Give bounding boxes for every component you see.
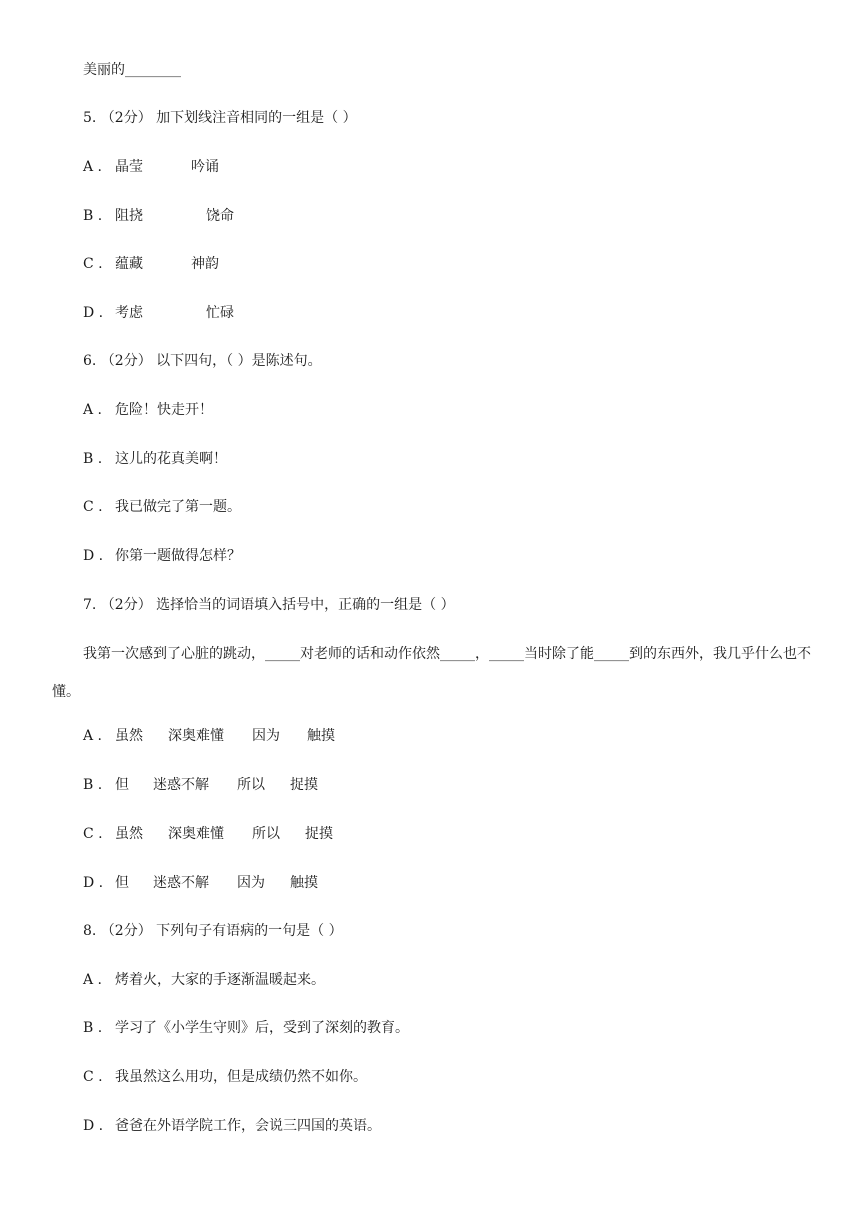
option-word: 所以 xyxy=(252,826,280,842)
option-text: 烤着火，大家的手逐渐温暖起来。 xyxy=(115,972,325,988)
option-text: 我虽然这么用功，但是成绩仍然不如你。 xyxy=(115,1069,367,1085)
option-letter: D . xyxy=(83,305,104,321)
option-word: 神韵 xyxy=(191,256,219,272)
q5-option-b[interactable] xyxy=(83,206,234,226)
option-letter: B . xyxy=(83,208,103,224)
q6-stem: 6. （2分） 以下四句，（ ）是陈述句。 xyxy=(83,353,322,369)
option-word: 深奥难懂 xyxy=(168,728,224,744)
q6-option-a[interactable] xyxy=(83,400,213,420)
option-word: 虽然 xyxy=(115,826,143,842)
q8-stem: 8. （2分） 下列句子有语病的一句是（ ） xyxy=(83,923,343,939)
q5-stem: 5. （2分） 加下划线注音相同的一组是（ ） xyxy=(83,110,357,126)
q7-option-c[interactable] xyxy=(83,824,333,844)
q6-option-c[interactable] xyxy=(83,497,241,517)
q7-option-b[interactable] xyxy=(83,775,318,795)
option-word: 但 xyxy=(115,875,129,891)
option-word: 阻挠 xyxy=(115,208,143,224)
option-word: 迷惑不解 xyxy=(153,875,209,891)
option-letter: C . xyxy=(83,1069,103,1085)
option-word: 晶莹 xyxy=(115,159,143,175)
option-word: 吟诵 xyxy=(191,159,219,175)
q7-stem: 7. （2分） 选择恰当的词语填入括号中，正确的一组是（ ） xyxy=(83,597,455,613)
q8-option-a[interactable] xyxy=(83,970,325,990)
option-word: 所以 xyxy=(237,777,265,793)
q5-option-d[interactable] xyxy=(83,303,234,323)
option-letter: A . xyxy=(83,972,103,988)
option-word: 饶命 xyxy=(206,208,234,224)
option-letter: A . xyxy=(83,402,103,418)
q8-option-b[interactable] xyxy=(83,1018,409,1038)
option-letter: D . xyxy=(83,548,104,564)
option-letter: C . xyxy=(83,499,103,515)
option-word: 虽然 xyxy=(115,728,143,744)
q8-option-d[interactable] xyxy=(83,1116,381,1136)
option-text: 爸爸在外语学院工作，会说三四国的英语。 xyxy=(115,1118,381,1134)
option-text: 学习了《小学生守则》后，受到了深刻的教育。 xyxy=(115,1020,409,1036)
option-letter: B . xyxy=(83,777,103,793)
q5-option-a[interactable] xyxy=(83,157,219,177)
option-word: 因为 xyxy=(252,728,280,744)
q7-passage: 我第一次感到了心脏的跳动，_____对老师的话和动作依然_____，_____当时除了能_____到的东西外，我几乎什么也不懂。 xyxy=(52,646,811,700)
top-fill-line: 美丽的________ xyxy=(83,62,181,78)
option-word: 忙碌 xyxy=(206,305,234,321)
q5-option-c[interactable] xyxy=(83,254,219,274)
option-word: 迷惑不解 xyxy=(153,777,209,793)
q6-option-b[interactable] xyxy=(83,449,227,469)
option-letter: D . xyxy=(83,875,104,891)
q8-option-c[interactable] xyxy=(83,1067,367,1087)
option-word: 捉摸 xyxy=(305,826,333,842)
option-letter: B . xyxy=(83,451,103,467)
option-letter: A . xyxy=(83,728,103,744)
option-letter: D . xyxy=(83,1118,104,1134)
option-letter: C . xyxy=(83,256,103,272)
option-word: 考虑 xyxy=(115,305,143,321)
option-word: 深奥难懂 xyxy=(168,826,224,842)
option-letter: A . xyxy=(83,159,103,175)
option-text: 我已做完了第一题。 xyxy=(115,499,241,515)
option-text: 危险！快走开！ xyxy=(115,402,213,418)
option-letter: C . xyxy=(83,826,103,842)
option-letter: B . xyxy=(83,1020,103,1036)
option-word: 但 xyxy=(115,777,129,793)
option-word: 触摸 xyxy=(290,875,318,891)
option-word: 触摸 xyxy=(307,728,335,744)
option-word: 蕴藏 xyxy=(115,256,143,272)
option-text: 这儿的花真美啊！ xyxy=(115,451,227,467)
option-text: 你第一题做得怎样？ xyxy=(115,548,241,564)
q7-option-a[interactable] xyxy=(83,726,335,746)
q7-option-d[interactable] xyxy=(83,873,318,893)
q6-option-d[interactable] xyxy=(83,546,241,566)
option-word: 因为 xyxy=(237,875,265,891)
option-word: 捉摸 xyxy=(290,777,318,793)
